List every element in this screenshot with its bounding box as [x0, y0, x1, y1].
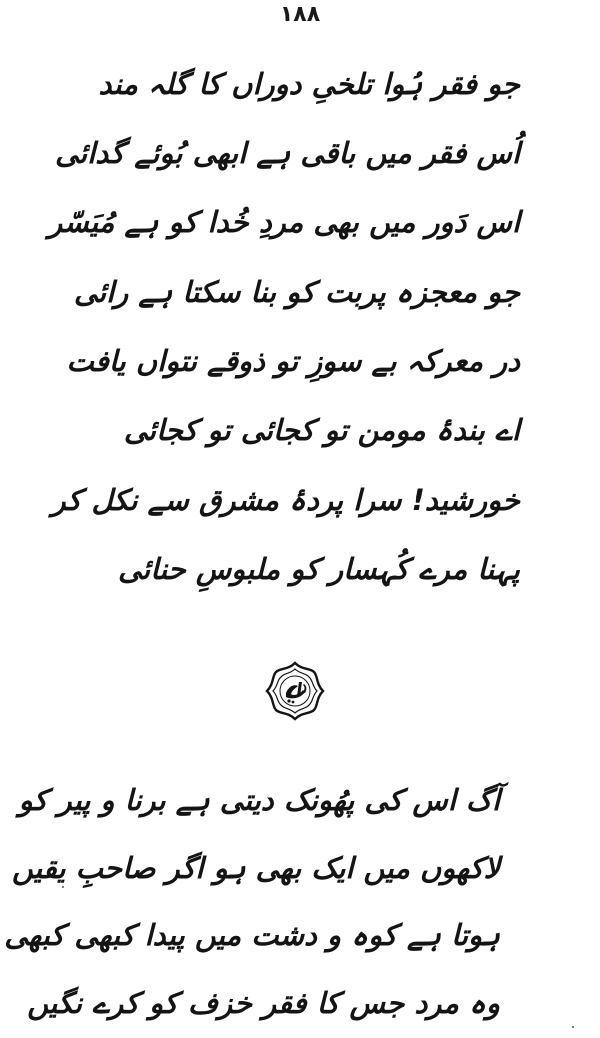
verse-line: جو فقر ہُوا تلخیِ دوراں کا گلہ مند [98, 67, 520, 101]
verse-line: خورشید! سرا پردۂ مشرق سے نکل کر [51, 483, 520, 517]
verse-line: آگ اس کی پھُونک دیتی ہے برنا و پیر کو [18, 783, 500, 817]
paper-speck [62, 886, 64, 888]
verse-line: جو معجزہ پربت کو بنا سکتا ہے رائی [73, 275, 520, 309]
paper-speck [572, 1026, 574, 1028]
calligraphic-medallion-icon [264, 660, 326, 722]
verse-line: پہنا مرے کُہسار کو ملبوسِ حنائی [118, 552, 520, 586]
verse-line: ہوتا ہے کوہ و دشت میں پیدا کبھی کبھی [4, 918, 500, 952]
verse-line: در معرکہ بے سوزِ تو ذوقے نتواں یافت [66, 344, 520, 378]
verse-line: اس دَور میں بھی مردِ خُدا کو ہے مُیَسّر [48, 205, 520, 239]
verse-line: اے بندۂ مومن تو کجائی تو کجائی [123, 413, 520, 447]
verse-line: وہ مرد جس کا فقر خزف کو کرے نگیں [27, 986, 500, 1020]
page-number: ۱۸۸ [279, 2, 321, 27]
verse-line: اُس فقر میں باقی ہے ابھی بُوئے گدائی [54, 136, 520, 170]
verse-line: لاکھوں میں ایک بھی ہو اگر صاحبِ یقیں [12, 851, 500, 885]
